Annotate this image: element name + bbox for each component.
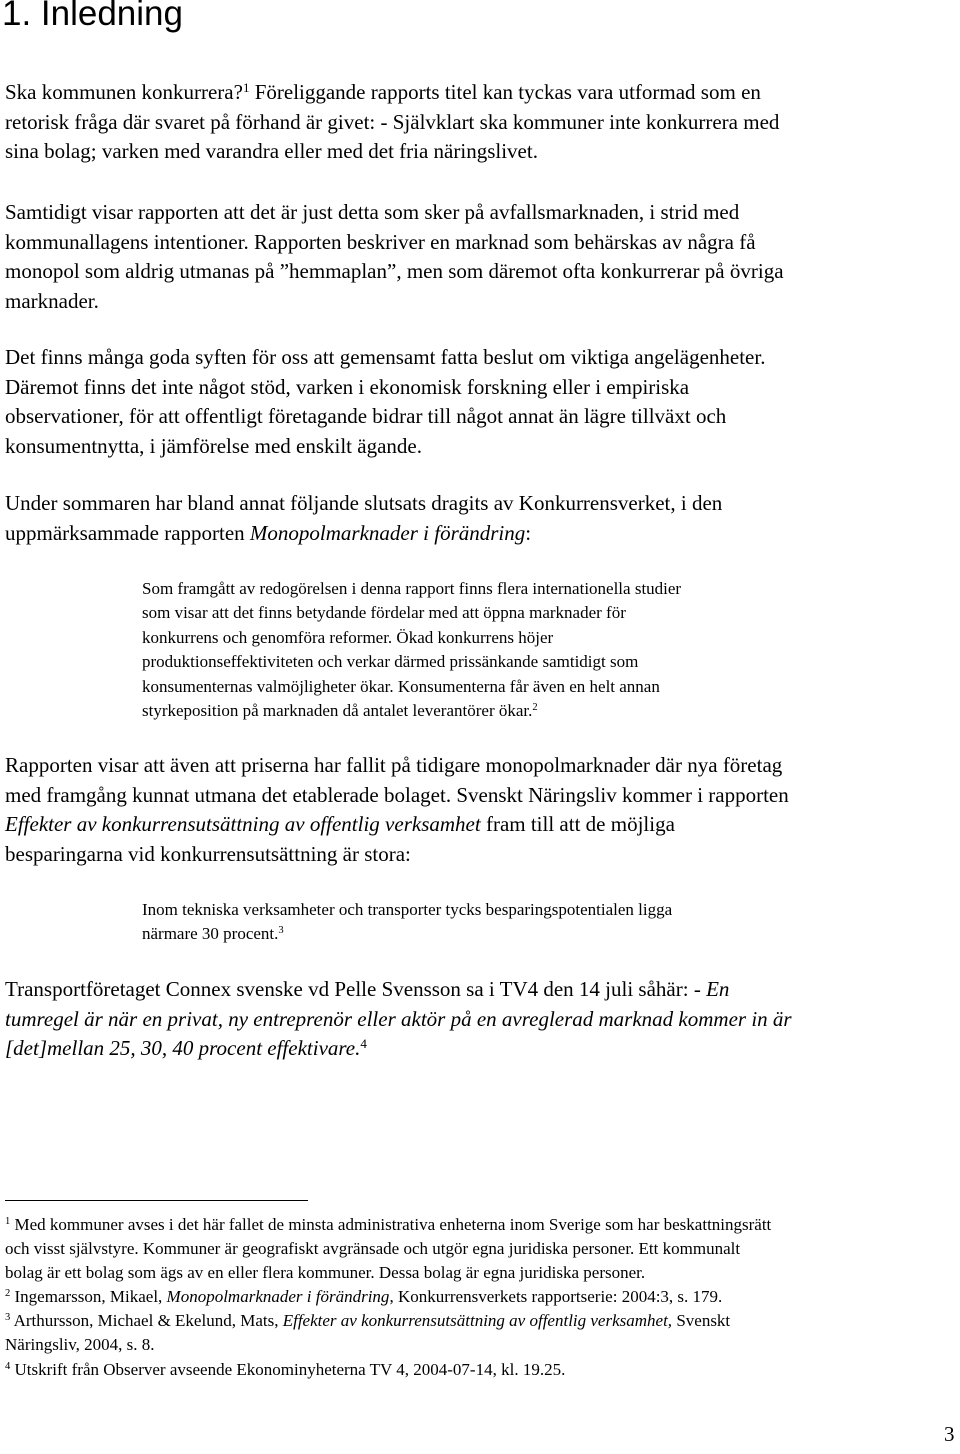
report-title: Effekter av konkurrensutsättning av offentlig verksamhet <box>5 812 481 837</box>
text-line: tumregel är när en privat, ny entreprenör eller aktör på en avreglerad marknad kommer in är <box>5 1006 792 1031</box>
quote-line: Som framgått av redogörelsen i denna rapport finns flera internationella studier <box>142 579 682 598</box>
text-line: Transportföretaget Connex svenske vd Pelle Svensson sa i TV4 den 14 juli såhär: - En <box>5 977 730 1001</box>
footnote-ref-4[interactable]: 4 <box>360 1036 367 1052</box>
footnote-ref-2[interactable]: 2 <box>532 702 538 714</box>
text-line: kommunallagens intentioner. Rapporten beskriver en marknad som behärskas av några få <box>5 229 756 254</box>
text-line: uppmärksammade rapporten Monopolmarknader i förändring: <box>5 520 532 545</box>
text-line: marknader. <box>5 288 99 313</box>
footnote-3-line: Näringsliv, 2004, s. 8. <box>5 1335 155 1355</box>
quote-line: Inom tekniska verksamheter och transporter tycks besparingspotentialen ligga <box>142 900 673 919</box>
footnote-1-line: och visst självstyre. Kommuner är geografiskt avgränsade och utgör egna juridiska personer. Ett kommunalt <box>5 1239 741 1259</box>
text-line: Ska kommunen konkurrera?$^1$ Föreliggande rapports titel kan tyckas vara utformad som en <box>5 79 761 104</box>
text-line: [det]mellan 25, 30, 40 procent effektivare.$^4$ <box>5 1036 367 1061</box>
section-heading: 1. Inledning <box>2 0 183 33</box>
footnote-1-line: bolag är ett bolag som ägs av en eller flera kommuner. Dessa bolag är egna juridiska personer. <box>5 1263 646 1283</box>
text-line: besparingarna vid konkurrensutsättning är stora: <box>5 841 411 866</box>
text-line: monopol som aldrig utmanas på ”hemmaplan”, men som däremot ofta konkurrerar på övriga <box>5 259 784 284</box>
text-line: observationer, för att offentligt företagande bidrar till något annat än lägre tillväxt och <box>5 404 727 429</box>
footnote-4: $^4$ Utskrift från Observer avseende Ekonominyheterna TV 4, 2004-07-14, kl. 19.25. <box>5 1359 566 1379</box>
paragraph-avfallsmarknaden <box>5 198 784 316</box>
quote-line: närmare 30 procent.$^3$ <box>142 924 284 944</box>
text-line: Det finns många goda syften för oss att gemensamt fatta beslut om viktiga angelägenheter. <box>5 345 766 369</box>
footnote-separator <box>5 1200 308 1201</box>
page-number: 3 <box>944 1422 955 1446</box>
text-line: Däremot finns det inte något stöd, varken i ekonomisk forskning eller i empiriska <box>5 374 690 399</box>
text-line: Samtidigt visar rapporten att det är just detta som sker på avfallsmarknaden, i strid med <box>5 200 740 224</box>
footnote-ref-1[interactable]: 1 <box>242 79 250 95</box>
text-line: sina bolag; varken med varandra eller med det fria näringslivet. <box>5 139 538 164</box>
block-quote-konkurrensverket <box>142 577 681 723</box>
text-line: Rapporten visar att även att priserna har fallit på tidigare monopolmarknader där nya företag <box>5 753 783 777</box>
quote-line: produktionseffektiviteten och verkar därmed prissänkande samtidigt som <box>142 652 639 672</box>
paragraph-konkurrensverket <box>5 489 722 548</box>
footnotes <box>5 1213 771 1382</box>
text-line: Effekter av konkurrensutsättning av offentlig verksamhet fram till att de möjliga <box>5 812 675 837</box>
quote-line: som visar att det finns betydande fördelar med att öppna marknader för <box>142 603 626 623</box>
text-line: Under sommaren har bland annat följande slutsats dragits av Konkurrensverket, i den <box>5 491 723 515</box>
paragraph-priserna <box>5 751 789 869</box>
paragraph-connex <box>5 975 792 1064</box>
quote-line: konkurrens och genomföra reformer. Ökad konkurrens höjer <box>142 627 554 647</box>
footnote-2: $^2$ Ingemarsson, Mikael, Monopolmarknader i förändring, Konkurrensverkets rapportserie: 2004:3, s. 179. <box>5 1287 723 1307</box>
footnote-3: $^3$ Arthursson, Michael & Ekelund, Mats, Effekter av konkurrensutsättning av offentlig verksamhet, Svenskt <box>5 1311 731 1331</box>
paragraph-syften <box>5 343 765 461</box>
footnote-1: $^1$ Med kommuner avses i det här fallet de minsta administrativa enheterna inom Sverige som har beskattningsrätt <box>5 1215 772 1234</box>
footnote-ref-3[interactable]: 3 <box>278 925 284 937</box>
block-quote-svenskt-naringsliv <box>142 898 672 947</box>
text-line: retorisk fråga där svaret på förhand är givet: - Självklart ska kommuner inte konkurrera med <box>5 109 780 134</box>
paragraph-intro <box>5 78 779 167</box>
text-line: konsumentnytta, i jämförelse med enskilt ägande. <box>5 433 422 458</box>
report-title: Monopolmarknader i förändring <box>249 520 526 545</box>
quote-line: styrkeposition på marknaden då antalet leverantörer ökar.$^2$ <box>142 701 538 721</box>
quote-line: konsumenternas valmöjligheter ökar. Konsumenterna får även en helt annan <box>142 676 660 696</box>
text-line: med framgång kunnat utmana det etablerade bolaget. Svenskt Näringsliv kommer i rapporten <box>5 782 789 807</box>
